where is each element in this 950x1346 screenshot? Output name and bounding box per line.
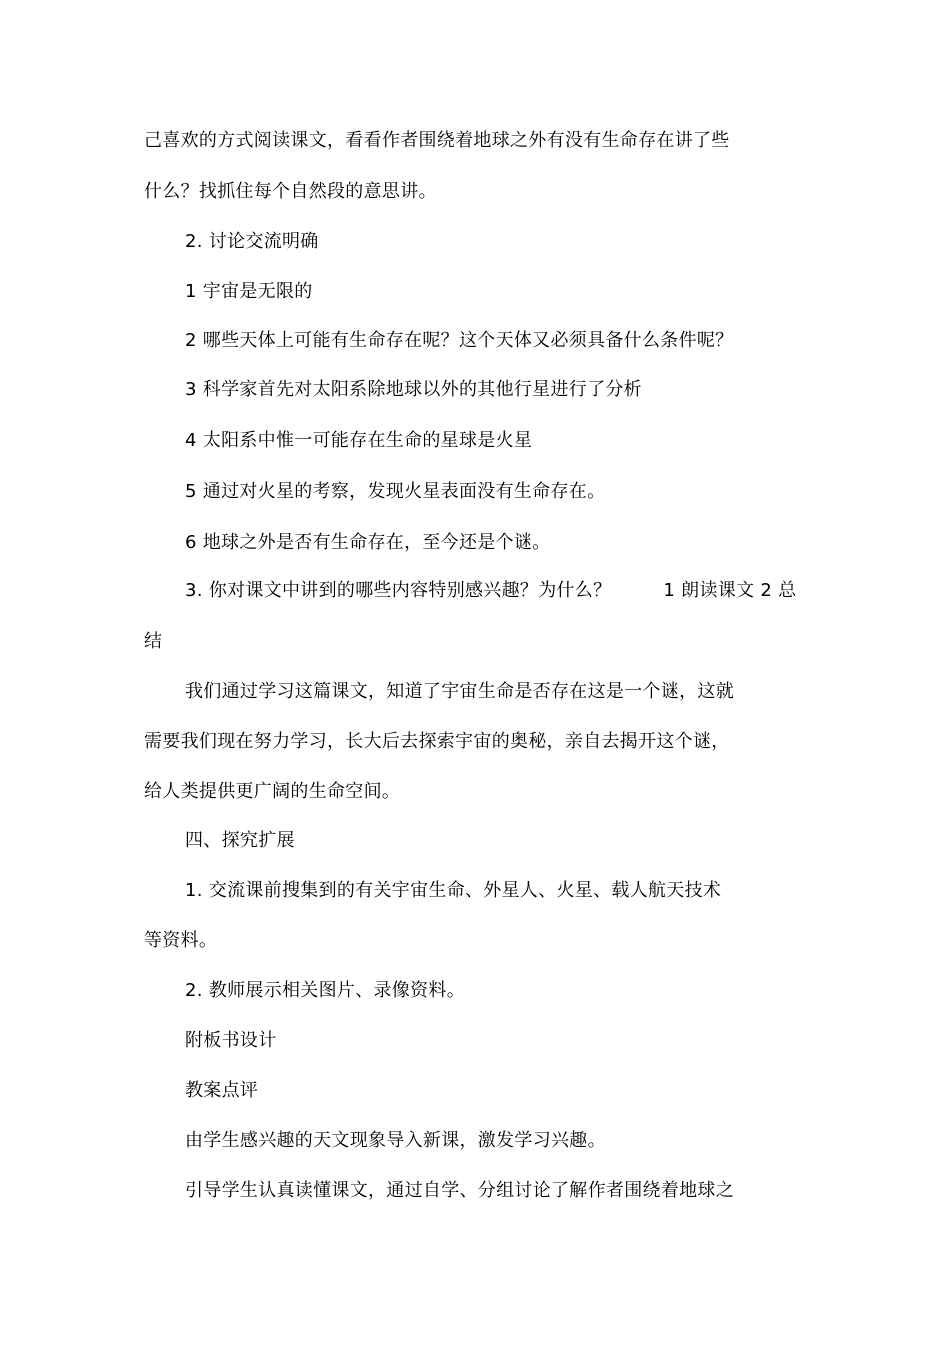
list-item: 1 宇宙是无限的 [185,281,313,302]
question-text: 3. 你对课文中讲到的哪些内容特别感兴趣？为什么？ [185,580,612,601]
section-heading: 附板书设计 [185,1030,277,1051]
inline-steps: 1 朗读课文 2 总 [663,580,797,601]
text-line: 2. 教师展示相关图片、录像资料。 [185,980,465,1001]
text-line: 1. 交流课前搜集到的有关宇宙生命、外星人、火星、载人航天技术 [185,880,722,901]
text-line: 等资料。 [144,930,218,951]
text-line: 引导学生认真读懂课文，通过自学、分组讨论了解作者围绕着地球之 [185,1180,734,1201]
text-line: 由学生感兴趣的天文现象导入新课，激发学习兴趣。 [185,1130,606,1151]
list-item: 6 地球之外是否有生命存在，至今还是个谜。 [185,532,551,553]
text-line: 2. 讨论交流明确 [185,231,319,252]
text-line: 我们通过学习这篇课文，知道了宇宙生命是否存在这是一个谜，这就 [185,681,734,702]
section-heading: 四、探究扩展 [185,830,295,851]
text-line: 己喜欢的方式阅读课文，看看作者围绕着地球之外有没有生命存在讲了些 [144,130,730,151]
list-item: 5 通过对火星的考察，发现火星表面没有生命存在。 [185,481,606,502]
text-line: 给人类提供更广阔的生命空间。 [144,781,401,802]
text-line: 结 [144,631,163,652]
text-line [185,579,796,603]
list-item: 3 科学家首先对太阳系除地球以外的其他行星进行了分析 [185,379,642,400]
list-item: 2 哪些天体上可能有生命存在呢？这个天体又必须具备什么条件呢？ [185,330,734,351]
text-line: 什么？找抓住每个自然段的意思讲。 [144,181,437,202]
section-heading: 教案点评 [185,1080,259,1101]
list-item: 4 太阳系中惟一可能存在生命的星球是火星 [185,430,533,451]
text-line: 需要我们现在努力学习，长大后去探索宇宙的奥秘，亲自去揭开这个谜， [144,731,730,752]
